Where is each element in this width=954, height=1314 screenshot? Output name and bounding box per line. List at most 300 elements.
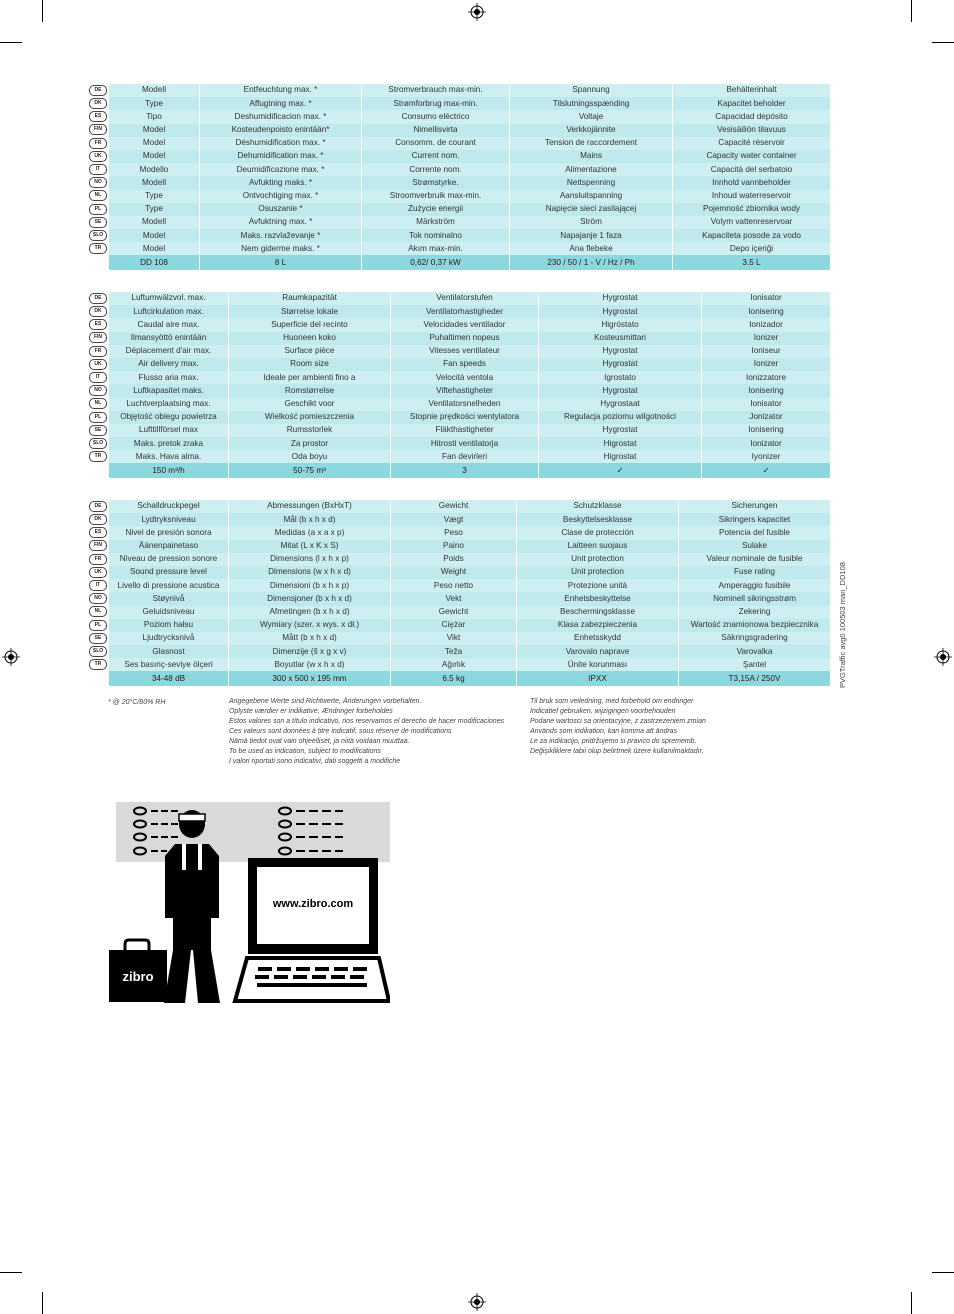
table-cell: Fan devirleri [390,450,538,463]
language-code-cell [88,592,108,605]
value-cell: 150 m³/h [108,463,228,478]
table-cell: Puhaltimen nopeus [390,332,538,345]
table-cell: Voltaje [509,110,672,123]
value-cell: ✓ [701,463,830,478]
language-code-cell [88,606,108,619]
language-code-cell [88,216,108,229]
table-cell: Wielkość pomieszczenia [228,411,390,424]
table-row [88,358,830,371]
table-cell: Unit protection [516,553,678,566]
table-cell: Aansluitspanning [509,190,672,203]
value-cell: DD 108 [108,255,199,270]
table-cell: Dimenzije (š x g x v) [228,645,390,658]
table-row [88,190,830,203]
table-cell: Ionizer [701,332,830,345]
table-cell: Stopnie prędkości wentylatora [390,411,538,424]
table-cell: Model [108,137,199,150]
table-cell: Stroomverbruik max-min. [361,190,509,203]
language-code-cell [88,242,108,255]
spec-table-electrical [88,84,830,270]
crop-mark [932,42,954,43]
registration-mark-icon [934,648,952,666]
table-cell: Igrostato [538,371,701,384]
briefcase-icon [109,940,167,1002]
table-cell: Märkström [361,216,509,229]
table-row [88,658,830,671]
table-cell: Zekering [678,606,830,619]
table-cell: Schalldruckpegel [108,500,228,513]
disclaimer-line: Används som indikation, kan komma att ändras [530,728,678,735]
table-cell: Mål (b x h x d) [228,513,390,526]
table-cell: Modell [108,84,199,97]
table-cell: Akım max-min. [361,242,509,255]
table-cell: Ideale per ambienti fino a [228,371,390,384]
table-cell: Kosteusmittari [538,332,701,345]
value-cell: 34-48 dB [108,671,228,686]
table-cell: Vitesses ventilateur [390,345,538,358]
table-cell: Model [108,242,199,255]
document-code: PVGTraffic avg0 100503 man_DD108 [838,562,847,688]
table-cell: Innhold vannbeholder [672,176,830,189]
disclaimer-line: Nämä tiedot ovat vain ohjeelliset, ja niitä voidaan muuttaa. [229,738,410,745]
language-code-cell [88,203,108,216]
table-cell: Za prostor [228,437,390,450]
language-code-cell [88,553,108,566]
table-cell: Oda boyu [228,450,390,463]
table-cell: Higróstato [538,318,701,331]
language-badge: DE [89,85,107,96]
language-badge: UK [89,151,107,162]
table-row [88,500,830,513]
table-cell: Caudal aire max. [108,318,228,331]
table-cell: Deumidificazione max. * [199,163,361,176]
language-badge: SLO [89,230,107,241]
language-code-cell [88,579,108,592]
crop-mark [42,1292,43,1314]
table-row [88,176,830,189]
table-cell: Mitat (L x K x S) [228,540,390,553]
table-cell: Dimensjoner (b x h x d) [228,592,390,605]
table-cell: Ionizer [701,358,830,371]
language-badge: SLO [89,438,107,449]
crop-mark [0,42,22,43]
table-cell: Hygrostat [538,358,701,371]
table-cell: Nivel de presión sonora [108,526,228,539]
table-cell: Model [108,124,199,137]
table-row [88,424,830,437]
table-cell: Poziom hałsu [108,619,228,632]
table-cell: Poids [390,553,516,566]
table-cell: Boyutlar (w x h x d) [228,658,390,671]
table-cell: Ionisator [701,292,830,305]
language-badge: ES [89,319,107,330]
table-cell: Current nom. [361,150,509,163]
table-cell: Äänenpainetaso [108,540,228,553]
table-cell: Iyonizer [701,450,830,463]
disclaimer-line: Değişikliklere tabii olup belirtmek üzere kullanılmaktadır. [530,748,704,755]
table-row [88,553,830,566]
table-cell: Mains [509,150,672,163]
language-code-cell [88,632,108,645]
language-badge: FIN [89,124,107,135]
table-cell: Surface pièce [228,345,390,358]
language-badge: TR [89,659,107,670]
crop-mark [911,0,912,22]
language-code-cell [88,424,108,437]
table-cell: Corrente nom. [361,163,509,176]
crop-mark [42,0,43,22]
table-cell: Dimensioni (b x h x p) [228,579,390,592]
table-cell: Valeur nominale de fusible [678,553,830,566]
table-cell: Room size [228,358,390,371]
language-code-cell [88,411,108,424]
table-row [88,332,830,345]
table-row [88,632,830,645]
value-cell: 0,62/ 0,37 kW [361,255,509,270]
language-badge: FR [89,138,107,149]
zibro-logo: zibro [122,969,154,984]
table-cell: Fan speeds [390,358,538,371]
table-cell: Geschikt voor [228,398,390,411]
table-cell: Napięcie sieci zasilającej [509,203,672,216]
disclaimer-line: Angegebene Werte sind Richtwerte, Änderungen vorbehalten. [229,698,422,705]
language-badge: FR [89,346,107,357]
table-cell: Sound pressure level [108,566,228,579]
disclaimer-line: Le za indikacijo, pridržujemo si pravico do sprememb. [530,738,697,745]
disclaimer-line: To be used as indication, subject to modifications [229,748,381,755]
table-cell: Hygrostat [538,305,701,318]
table-cell: Beschermingsklasse [516,606,678,619]
language-badge: UK [89,359,107,370]
table-cell: Ontvochtiging max. * [199,190,361,203]
table-cell: Strømstyrke. [361,176,509,189]
table-cell: Ström [509,216,672,229]
registration-mark-icon [2,648,20,666]
table-cell: Fläkthastigheter [390,424,538,437]
disclaimer-right [530,697,706,757]
table-cell: Amperaggio fusibile [678,579,830,592]
table-cell: Higrostat [538,450,701,463]
table-cell: Hygrostat [538,292,701,305]
table-cell: Déshumidification max. * [199,137,361,150]
language-code-cell [88,619,108,632]
value-cell: IPXX [516,671,678,686]
table-cell: Lufttillförsel max [108,424,228,437]
table-cell: Pojemność zbiornika wody [672,203,830,216]
table-cell: Objętość obiegu powietrza [108,411,228,424]
table-cell: Paino [390,540,516,553]
table-cell: Peso netto [390,579,516,592]
table-cell: Type [108,203,199,216]
language-code-cell [88,150,108,163]
spec-table-body [88,84,830,270]
table-cell: Kosteudenpoisto enintään* [199,124,361,137]
table-cell: Capacité réservoir [672,137,830,150]
table-cell: Inhoud waterreservoir [672,190,830,203]
language-code-cell [88,526,108,539]
table-cell: Hygrostat [538,345,701,358]
table-row [88,411,830,424]
table-cell: Avfuktning max. * [199,216,361,229]
spec-table-body [88,500,830,686]
table-cell: Stromverbrauch max-min. [361,84,509,97]
table-row [88,163,830,176]
table-cell: Wartość znamionowa bezpiecznika [678,619,830,632]
table-cell: Clase de protección [516,526,678,539]
table-cell: Niveau de pression sonore [108,553,228,566]
value-cell: 230 / 50 / 1 - V / Hz / Ph [509,255,672,270]
table-cell: Tipo [108,110,199,123]
table-cell: Enhetsskydd [516,632,678,645]
table-cell: Enhetsbeskyttelse [516,592,678,605]
table-cell: Varovalo naprave [516,645,678,658]
table-cell: Air delivery max. [108,358,228,371]
table-cell: Nem giderme maks. * [199,242,361,255]
table-row [88,450,830,463]
language-badge: TR [89,451,107,462]
table-row [88,305,830,318]
table-cell: Gewicht [390,500,516,513]
language-badge: PL [89,412,107,423]
language-code-cell [88,500,108,513]
table-row [88,318,830,331]
table-cell: Ionisator [701,398,830,411]
table-cell: Ünite korunması [516,658,678,671]
table-cell: Støynivå [108,592,228,605]
language-code-cell [88,292,108,305]
table-row [88,579,830,592]
value-cell: 6.5 kg [390,671,516,686]
value-cell: ✓ [538,463,701,478]
table-cell: Mått (b x h x d) [228,632,390,645]
table-cell: Luftcirkulation max. [108,305,228,318]
table-cell: Säkringsgradering [678,632,830,645]
language-code-cell [88,450,108,463]
table-row [88,606,830,619]
table-row [88,619,830,632]
table-cell: Entfeuchtung max. * [199,84,361,97]
table-cell: Flusso aria max. [108,371,228,384]
language-code-cell [88,190,108,203]
table-cell: Størrelse lokale [228,305,390,318]
language-code-cell [88,318,108,331]
table-cell: Model [108,229,199,242]
table-cell: Consomm. de courant [361,137,509,150]
language-code-cell [88,332,108,345]
table-cell: Medidas (a x a x p) [228,526,390,539]
table-cell: Napajanje 1 faza [509,229,672,242]
language-code-cell [88,124,108,137]
table-cell: Unit protection [516,566,678,579]
table-cell: Ionizador [701,318,830,331]
table-cell: Regulacja poziomu wilgotności [538,411,701,424]
table-cell: Sicherungen [678,500,830,513]
service-illustration [107,800,390,1005]
language-badge: NL [89,398,107,409]
table-cell: Livello di pressione acustica [108,579,228,592]
table-row [88,540,830,553]
language-code-cell [88,645,108,658]
language-badge: NL [89,606,107,617]
value-row [88,671,830,686]
language-code-cell [88,384,108,397]
value-cell: 3 [390,463,538,478]
table-row [88,592,830,605]
table-cell: Dimensions (l x h x p) [228,553,390,566]
language-code-cell [88,110,108,123]
table-cell: Alimentazione [509,163,672,176]
disclaimer-line: I valori riportati sono indicativi, dati soggetti a modifiche [229,758,401,765]
table-row [88,216,830,229]
table-cell: Jonizator [701,411,830,424]
table-cell: Zużycie energii [361,203,509,216]
table-cell: Sikringers kapacitet [678,513,830,526]
table-cell: Capacidad depósito [672,110,830,123]
language-badge: TR [89,243,107,254]
table-cell: Ilmansyöttö enintään [108,332,228,345]
table-cell: Spannung [509,84,672,97]
language-code-cell [88,137,108,150]
table-cell: Ionisering [701,384,830,397]
disclaimer-left [229,697,504,767]
table-cell: Nominell sikringsstrøm [678,592,830,605]
table-cell: Velocidades ventilador [390,318,538,331]
table-cell: Ağırlık [390,658,516,671]
table-row [88,229,830,242]
table-cell: Ioniseur [701,345,830,358]
language-badge: IT [89,580,107,591]
table-cell: Vægt [390,513,516,526]
value-row [88,255,830,270]
language-code-cell [88,540,108,553]
table-cell: Type [108,190,199,203]
table-row [88,398,830,411]
language-code-cell [88,398,108,411]
table-row [88,110,830,123]
footnote: * @ 20°C/80% RH [108,699,166,706]
spec-table-physical [88,500,830,686]
language-code-cell [88,229,108,242]
table-cell: Model [108,150,199,163]
value-cell: 8 L [199,255,361,270]
table-cell: Vesisäiliön tilavuus [672,124,830,137]
table-cell: Superficie del recinto [228,318,390,331]
table-cell: Tilslutningsspænding [509,97,672,110]
table-row [88,384,830,397]
language-badge: DK [89,514,107,525]
disclaimer-line: Podane wartosci sa orientacyjne, z zastrzezeniem zmian [530,718,706,725]
table-cell: Ventilatorhastigheder [390,305,538,318]
table-cell: Teža [390,645,516,658]
table-cell: Şantel [678,658,830,671]
language-badge: DE [89,293,107,304]
table-cell: Ventilatorsnelheden [390,398,538,411]
table-cell: Capacità del serbatoio [672,163,830,176]
language-badge: NO [89,593,107,604]
table-cell: Higrostat [538,437,701,450]
language-badge: UK [89,567,107,578]
disclaimer-line: Til bruk som veiledning, med forbehold om endringer [530,698,694,705]
language-code-cell [88,97,108,110]
table-cell: Type [108,97,199,110]
table-row [88,84,830,97]
language-code-cell [88,513,108,526]
table-row [88,566,830,579]
table-cell: Dehumidification max. * [199,150,361,163]
table-cell: Modello [108,163,199,176]
table-cell: Rumsstorlek [228,424,390,437]
value-cell: 3.5 L [672,255,830,270]
table-cell: Gewicht [390,606,516,619]
table-row [88,345,830,358]
language-badge: FIN [89,540,107,551]
table-cell: Vekt [390,592,516,605]
table-cell: Capacity water container [672,150,830,163]
registration-mark-icon [468,1293,486,1311]
language-code-cell [88,358,108,371]
value-cell: T3,15A / 250V [678,671,830,686]
table-cell: Lydtryksniveau [108,513,228,526]
table-row [88,124,830,137]
crop-mark [0,1272,22,1273]
table-cell: Verkkojännite [509,124,672,137]
language-code-cell [88,658,108,671]
website-url: www.zibro.com [272,898,354,910]
language-badge: NO [89,177,107,188]
table-cell: Wymiary (szer. x wys. x dł.) [228,619,390,632]
spec-table-body [88,292,830,478]
table-row [88,526,830,539]
table-cell: Romstørrelse [228,384,390,397]
table-cell: Maks. pretok zraka [108,437,228,450]
language-badge: FIN [89,332,107,343]
table-cell: Modell [108,216,199,229]
table-cell: Hitrosti ventilatorja [390,437,538,450]
table-cell: Kapacitet beholder [672,97,830,110]
table-cell: Deshumidificacion max. * [199,110,361,123]
table-cell: Behälterinhalt [672,84,830,97]
table-cell: Osuszanie * [199,203,361,216]
table-cell: Strømforbrug max-min. [361,97,509,110]
empty-cell [88,671,108,686]
table-cell: Kapaciteta posode za vodo [672,229,830,242]
language-code-cell [88,566,108,579]
table-cell: Depo içeriği [672,242,830,255]
table-cell: Viftehastigheter [390,384,538,397]
table-cell: Luchtverplaatsing max. [108,398,228,411]
table-cell: Luftumwälzvol. max. [108,292,228,305]
table-row [88,437,830,450]
table-cell: Hygrostat [538,384,701,397]
language-code-cell [88,163,108,176]
table-cell: Tok nominalno [361,229,509,242]
value-cell: 50-75 m³ [228,463,390,478]
table-cell: Schutzklasse [516,500,678,513]
table-cell: Velocità ventola [390,371,538,384]
table-cell: Laitteen suojaus [516,540,678,553]
table-row [88,137,830,150]
computer-icon [235,858,389,1001]
table-cell: Sulake [678,540,830,553]
table-cell: Déplacement d'air max. [108,345,228,358]
language-badge: DK [89,306,107,317]
table-cell: Affugtning max. * [199,97,361,110]
language-code-cell [88,371,108,384]
table-cell: Ciężar [390,619,516,632]
table-cell: Volym vattenreservoar [672,216,830,229]
table-cell: Klasa zabezpieczenia [516,619,678,632]
table-row [88,513,830,526]
